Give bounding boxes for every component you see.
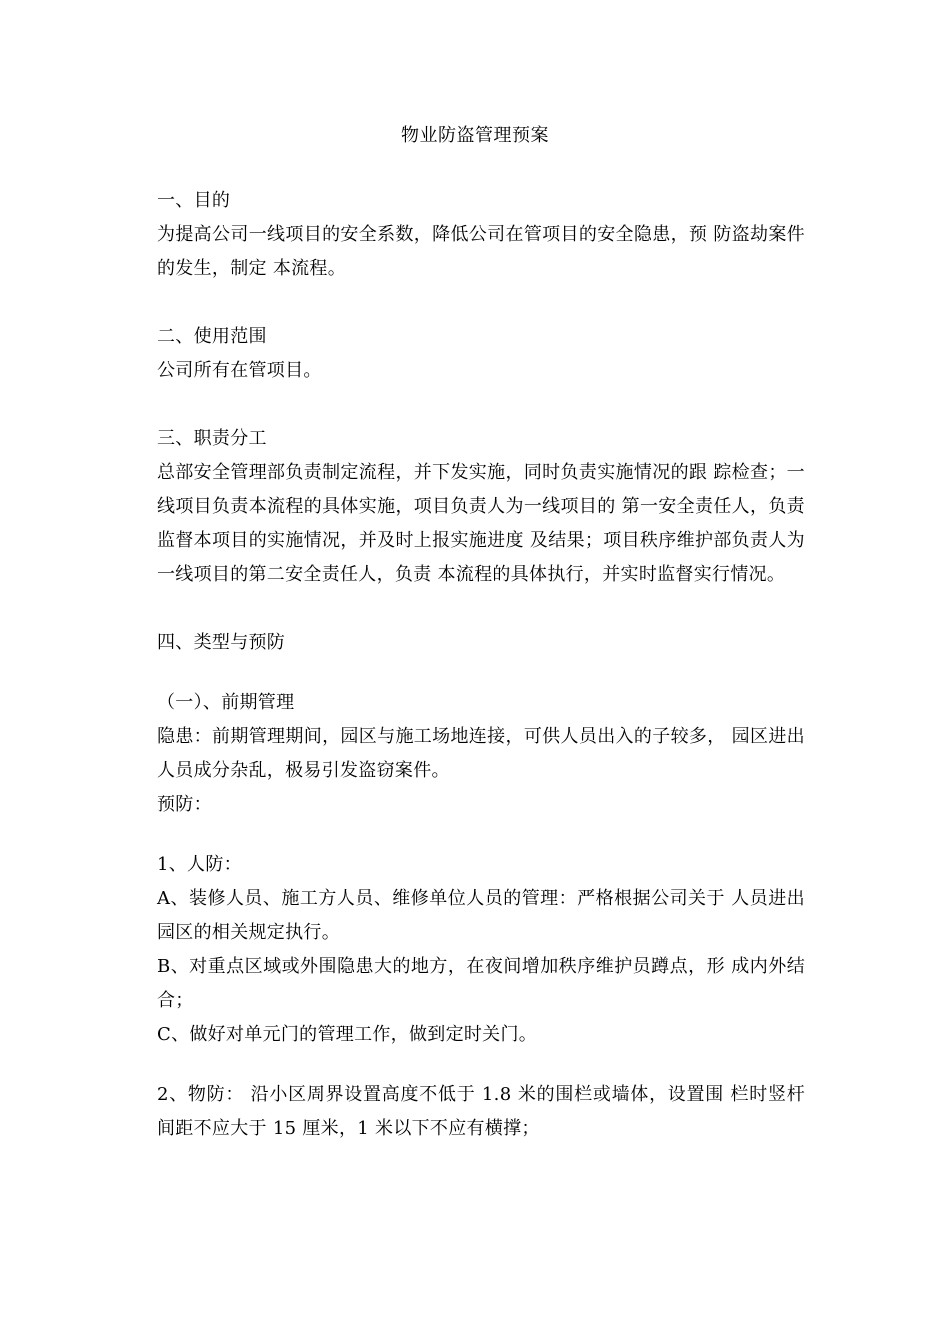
paragraph-physical-defense: 2、物防： 沿小区周界设置高度不低于 1.8 米的围栏或墙体，设置围 栏时竖杆间距不应大于 15 厘米，1 米以下不应有横撑； — [157, 1084, 805, 1139]
paragraph-purpose: 为提高公司一线项目的安全系数，降低公司在管项目的安全隐患，预 防盗劫案件的发生，制定 本流程。 — [157, 224, 805, 279]
paragraph-hazard: 隐患：前期管理期间，园区与施工场地连接，可供人员出入的子较多， 园区进出人员成分杂乱，极易引发盗窃案件。 — [157, 726, 805, 781]
section-heading-types: 四、类型与预防 — [157, 632, 286, 653]
list-item-b: B、对重点区域或外围隐患大的地方，在夜间增加秩序维护员蹲点，形 成内外结合； — [157, 956, 805, 1011]
document-body — [157, 184, 805, 1146]
document-title: 物业防盗管理预案 — [401, 125, 549, 146]
paragraph-scope: 公司所有在管项目。 — [157, 360, 322, 381]
paragraph-duties: 总部安全管理部负责制定流程，并下发实施，同时负责实施情况的跟 踪检查；一线项目负责本流程的具体实施，项目负责人为一线项目的 第一安全责任人，负责监督本项目的实施情况，并及时上报实施进度 及结果；项目秩序维护部负责人为一线项目的第二安全责任人，负责 本流程的具体执行，并实时监督实行情况。 — [157, 462, 805, 585]
section-heading-duties: 三、职责分工 — [157, 428, 267, 449]
list-item-c: C、做好对单元门的管理工作，做到定时关门。 — [157, 1024, 538, 1045]
section-heading-purpose: 一、目的 — [157, 190, 231, 211]
prevention-label: 预防： — [157, 794, 212, 815]
item-heading-people-defense: 1、人防： — [157, 854, 242, 875]
list-item-a: A、装修人员、施工方人员、维修单位人员的管理：严格根据公司关于 人员进出园区的相关规定执行。 — [157, 888, 805, 943]
spacer — [157, 1052, 805, 1078]
spacer — [157, 286, 805, 320]
spacer — [157, 822, 805, 848]
spacer — [157, 592, 805, 626]
spacer — [157, 388, 805, 422]
section-heading-scope: 二、使用范围 — [157, 326, 267, 347]
spacer — [157, 660, 805, 686]
subsection-heading-early-management: （一）、前期管理 — [157, 692, 295, 713]
